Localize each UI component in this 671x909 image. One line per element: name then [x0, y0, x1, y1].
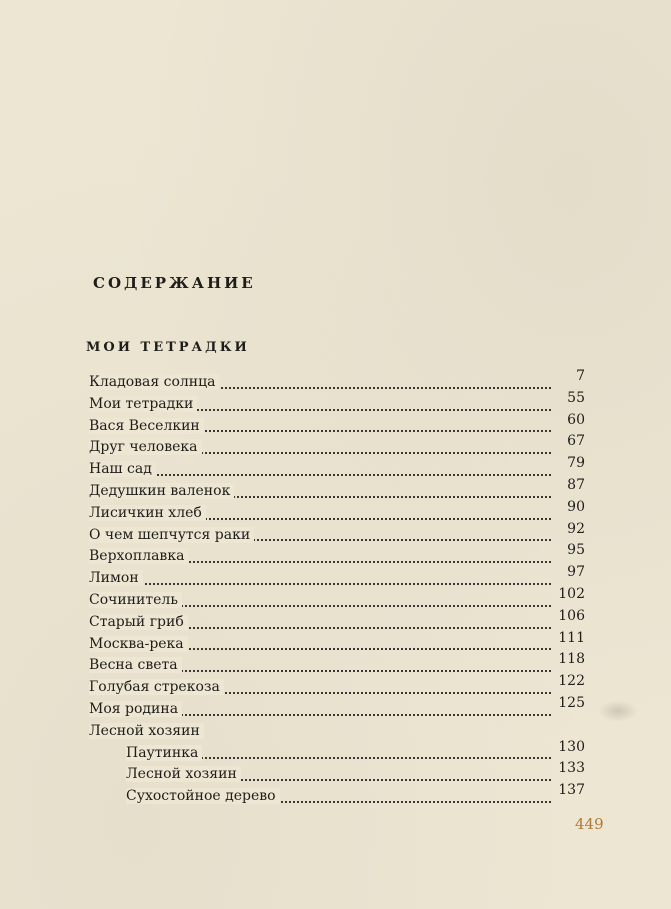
- toc-entry-page: 122: [558, 673, 585, 690]
- toc-entry-page: 102: [558, 585, 585, 602]
- toc-entry-page: 92: [567, 520, 585, 537]
- toc-entry-page: 55: [567, 389, 585, 406]
- toc-subentry: [89, 760, 585, 786]
- toc-entry-title: Друг человека: [89, 439, 202, 455]
- toc-entry-page: 60: [567, 411, 585, 428]
- toc-entry: [89, 368, 585, 394]
- toc-entry: [89, 455, 585, 481]
- toc-entry: [89, 520, 585, 547]
- toc-entry-title: Кладовая солнца: [89, 374, 219, 390]
- toc-entry: [89, 629, 585, 656]
- toc-entry-page: 130: [558, 738, 585, 755]
- toc-entry-page: 137: [558, 782, 585, 799]
- toc-entry: [89, 498, 585, 525]
- toc-entry: [89, 476, 585, 503]
- section-title: МОИ ТЕТРАДКИ: [86, 340, 250, 355]
- toc-entry-title: Лисичкин хлеб: [89, 505, 206, 521]
- toc-entry-title: Лимон: [89, 570, 143, 586]
- toc-entry-title: Лесной хозяин: [126, 766, 241, 782]
- paper-smudge: [598, 700, 638, 722]
- toc-entry-page: 125: [558, 694, 585, 711]
- toc-entry: [89, 694, 585, 721]
- toc-entry: [89, 411, 585, 438]
- toc-entry-page: 67: [567, 433, 585, 450]
- toc-entry-title: Дедушкин валенок: [89, 483, 234, 499]
- toc-entry-title: Сухостойное дерево: [126, 788, 280, 804]
- toc-entry-title: Старый гриб: [89, 614, 188, 630]
- toc-entry-title: Вася Веселкин: [89, 418, 204, 434]
- toc-group-title: Лесной хозяин: [89, 723, 204, 739]
- toc-entry: [89, 585, 585, 612]
- toc-entry-title: Голубая стрекоза: [89, 679, 224, 695]
- dot-leader: [89, 583, 551, 585]
- toc-entry: [89, 607, 585, 634]
- toc-entry: [89, 542, 585, 568]
- toc-entry: [89, 651, 585, 677]
- toc-entry-page: 118: [558, 651, 585, 668]
- dot-leader: [89, 474, 551, 476]
- toc-entry-page: 97: [567, 564, 585, 581]
- page-number: 449: [575, 815, 604, 833]
- toc-entry-title: Наш сад: [89, 461, 156, 477]
- toc-entry-page: 133: [558, 760, 585, 777]
- toc-entry: [89, 564, 585, 590]
- toc-entry-title: Моя родина: [89, 701, 182, 717]
- toc-entry: [89, 673, 585, 699]
- toc-group-heading: [89, 721, 585, 743]
- toc-entry-title: Москва-река: [89, 636, 188, 652]
- toc-entry-title: Мои тетрадки: [89, 396, 197, 412]
- toc-entry-page: 79: [567, 455, 585, 472]
- toc-subentry: [89, 738, 585, 765]
- toc-entry: [89, 389, 585, 416]
- toc-entry-page: 106: [558, 607, 585, 624]
- toc-entry-title: Сочинитель: [89, 592, 182, 608]
- toc-subentry: [89, 782, 585, 808]
- contents-heading: СОДЕРЖАНИЕ: [93, 274, 256, 292]
- toc-entry-page: 90: [567, 498, 585, 515]
- toc-entry-title: Паутинка: [126, 745, 202, 761]
- toc-entry-page: 7: [576, 368, 585, 384]
- toc-entry-page: 87: [567, 476, 585, 493]
- toc-entry: [89, 433, 585, 459]
- toc-entry-title: Верхоплавка: [89, 548, 188, 564]
- toc-entry-title: Весна света: [89, 657, 182, 673]
- toc-entry-page: 95: [567, 542, 585, 559]
- table-of-contents: [89, 368, 585, 808]
- toc-entry-title: О чем шепчутся раки: [89, 527, 254, 543]
- toc-entry-page: 111: [558, 629, 585, 646]
